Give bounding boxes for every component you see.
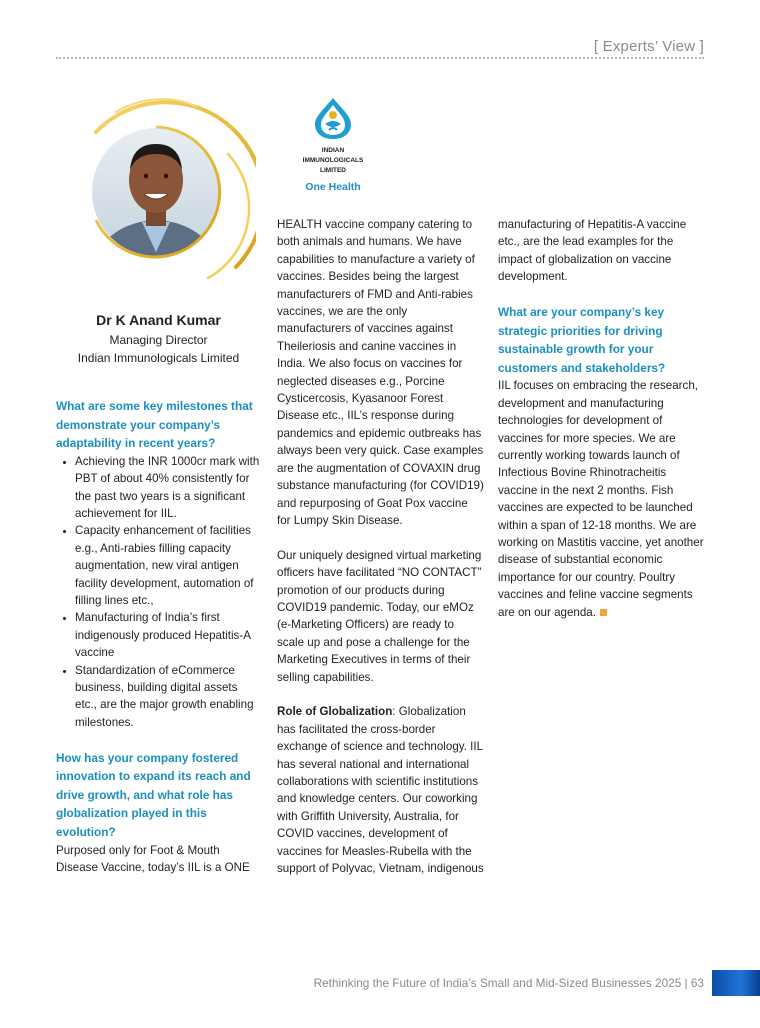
paragraph-globalization: [277, 703, 484, 877]
paragraph: Our uniquely designed virtual marketing officers have facilitated “NO CONTACT” promotion of our products during COVID19 pandemic. Today, our eMOz (e-Marketing Officers) are ready to scale up and pose a challenge for the Marketing Executives in terms of their selling capabilities.: [277, 548, 482, 684]
milestones-list: [56, 453, 262, 732]
list-item: • Achieving the INR 1000cr mark with PBT of about 40% consistently for the past two years is a significant achievement for IIL.: [75, 453, 262, 523]
footer-accent-bar: [712, 970, 760, 996]
question-innovation: How has your company fostered innovation to expand its reach and drive growth, and what role has globalization played in this evolution?: [56, 750, 251, 840]
paragraph: [498, 377, 704, 621]
expert-title: Managing Director: [109, 333, 208, 347]
globalization-text: : Globalization has facilitated the cross-border exchange of science and technology. IIL has several national and international collaborations with scientific institutions and knowledge centers. Our coworking with Griffith University, Australia, for COVID vaccines, development of vaccines for Measles-Rubella with the support of Polyvac, Vietnam, indigenous: [277, 705, 484, 875]
profile-block: [56, 312, 261, 367]
expert-company: Indian Immunologicals Limited: [77, 351, 240, 365]
column-3: [498, 216, 704, 621]
section-tag: [ Experts’ View ]: [593, 38, 704, 55]
list-item: • Manufacturing of India’s first indigenously produced Hepatitis-A vaccine: [75, 609, 262, 661]
column-1: [56, 397, 262, 876]
portrait: [76, 92, 256, 292]
paragraph: manufacturing of Hepatitis-A vaccine etc., are the lead examples for the impact of globalization on vaccine development.: [498, 218, 687, 284]
globalization-label: Role of Globalization: [277, 705, 393, 719]
header-divider: [56, 57, 704, 59]
logo-line-3: LIMITED: [320, 167, 346, 174]
company-logo-icon: [311, 96, 355, 140]
logo-line-1: INDIAN: [321, 147, 345, 154]
footer-text: Rethinking the Future of India’s Small and Mid-Sized Businesses 2025 | 63: [313, 976, 704, 990]
portrait-illustration: [76, 92, 256, 292]
paragraph: HEALTH vaccine company catering to both animals and humans. We have capabilities to manufacture a variety of vaccines. Besides being the largest manufacturers of FMD and Anti-rabies vaccines, we are the only manufacturers of vaccines against Theileriosis and canine vaccines in India. We also focus on vaccines for neglected diseases e.g., Porcine Cysticercosis, Kyasanoor Forest Disease etc., IIL’s response during pandemics and epidemic outbreaks has always been very quick. Case examples are the augmentation of COVAXIN drug substance manufacturing (for COVID19) and repurposing of Goat Pox vaccine for Lumpy Skin Disease.: [277, 218, 484, 527]
company-logo: [290, 96, 376, 193]
paragraph: Purposed only for Foot & Mouth Disease Vaccine, today’s IIL is a ONE: [56, 843, 250, 875]
list-item: • Standardization of eCommerce business, building digital assets etc., are the major growth enabling milestones.: [75, 662, 262, 732]
logo-line-2: IMMUNOLOGICALS: [302, 157, 364, 164]
expert-name: Dr K Anand Kumar: [96, 312, 221, 328]
question-priorities: What are your company’s key strategic priorities for driving sustainable growth for your customers and stakeholders?: [498, 305, 666, 375]
question-milestones: What are some key milestones that demonstrate your company’s adaptability in recent years?: [56, 399, 253, 451]
priorities-text: IIL focuses on embracing the research, development and manufacturing technologies for development of vaccines for more species. We are currently working towards launch of Infectious Bovine Rhinotracheitis vaccine in the next 2 months. Fish vaccines are expected to be launched within a span of 12-18 months. We are working on Mastitis vaccine, yet another disease of substantial economic importance for our country. Poultry vaccines and feline vaccine segments are on our agenda.: [498, 379, 704, 619]
logo-tagline: One Health: [305, 181, 361, 193]
column-2: [277, 216, 484, 877]
article-end-mark: [600, 609, 607, 616]
list-item: • Capacity enhancement of facilities e.g., Anti-rabies filling capacity augmentation, new viral antigen facility development, automation of filling lines etc.,: [75, 522, 262, 609]
